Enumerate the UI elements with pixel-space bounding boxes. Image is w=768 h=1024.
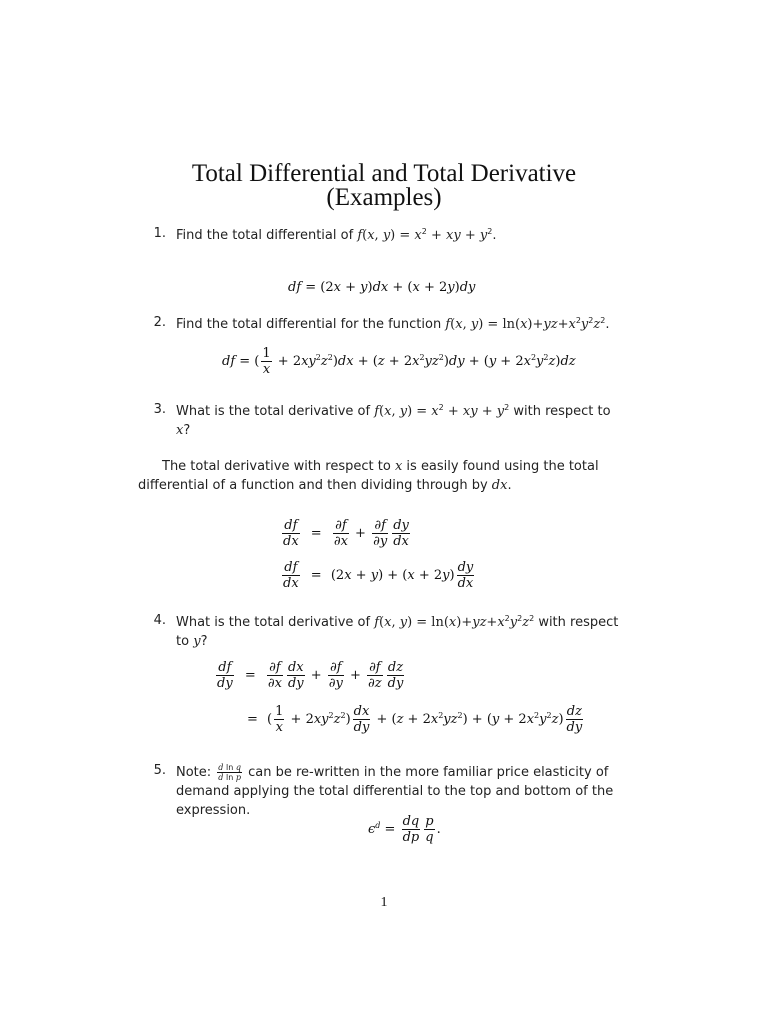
page-number: 1	[380, 895, 388, 910]
paragraph-line2: differential of a function and then dividing through by dx.	[138, 478, 512, 493]
item-4-label: What is the total derivative of	[176, 615, 371, 630]
item-1-text: Find the total differential of f(x, $y) = x^2$ + xy + $y^2$.	[176, 227, 497, 243]
item-5-text: Note: $\frac{\text{d ln q}}{\text{d ln p}}$ can be re-written in the more familiar price elasticity of	[176, 763, 609, 782]
item-number: 1.	[153, 226, 166, 241]
item-number: 5.	[153, 763, 166, 778]
item-5-text-line3: expression.	[176, 803, 251, 818]
item-4-label-line2: to	[176, 634, 190, 649]
item-3-label-after: with respect to	[513, 404, 611, 419]
item-number: 3.	[153, 402, 166, 417]
item-4-text-line2: to y?	[176, 634, 208, 649]
item-3-text: What is the total derivative of f(x, $y) = x^2$ + xy + $y^2$ with respect to	[176, 403, 611, 419]
paragraph-line1: The total derivative with respect to x is easily found using the total	[162, 459, 599, 474]
item-4-text: What is the total derivative of f(x, $y) = \ln(x)+yz+x^2y^2z^2$ with respect	[176, 614, 619, 630]
item-3-label: What is the total derivative of	[176, 404, 371, 419]
item-5-note: Note:	[176, 765, 212, 780]
page-subtitle: (Examples)	[326, 184, 442, 211]
equation-4a: $\frac{df}{dy}$ = $\frac{\partial f}{\partial x}$ $\frac{dx}{dy}$ + $\frac{\partial f}{\partial y}$ + $\frac{\partial f}{\partial z}$ $\frac{dz}{dy}$	[217, 660, 404, 691]
item-number: 4.	[153, 613, 166, 628]
equation-1: df = (2x + y)dx + (x + 2y)dy	[288, 280, 476, 295]
item-1-label: Find the total differential of	[176, 228, 354, 243]
equation-3a: $\frac{df}{dx}$ = $\frac{\partial f}{\partial x}$ + $\frac{\partial f}{\partial y}$ $\frac{dy}{dx}$	[283, 518, 409, 549]
paragraph-text: The total derivative with respect to	[162, 459, 391, 474]
paragraph-text: is easily found using the total	[406, 459, 599, 474]
item-4-label-after: with respect	[538, 615, 619, 630]
equation-4b: = ( $\frac{1}{x}$ + $2xy^2z^2$) $\frac{dx}{dy}$ + $(z + 2x^2yz^2) + (y + 2x^2y^2z)$ $\frac{dz}{dy}$	[247, 704, 583, 735]
item-2-label: Find the total differential for the function	[176, 317, 442, 332]
item-5-text-line2: demand applying the total differential to the top and bottom of the	[176, 784, 614, 799]
equation-2: df = ( $\frac{1}{x}$ + $2xy^2z^2)dx + (z + 2x^2yz^2)dy + (y + 2x^2y^2z)dz$	[222, 346, 576, 377]
equation-5: $\epsilon^d$ = $\frac{dq}{dp}$ $\frac{p}{q}$ .	[368, 814, 441, 845]
paragraph-text: differential of a function and then dividing through by	[138, 478, 488, 493]
item-5-label-after: can be re-written in the more familiar price elasticity of	[248, 765, 609, 780]
item-number: 2.	[153, 315, 166, 330]
item-2-text: Find the total differential for the function f(x, $y) = \ln(x)+yz+x^2y^2z^2$.	[176, 316, 610, 332]
equation-3b: $\frac{df}{dx}$ = (2x + y) + (x + 2y) $\frac{dy}{dx}$	[283, 560, 474, 591]
page-title: Total Differential and Total Derivative	[191, 160, 577, 187]
item-3-text-line2: x?	[176, 423, 191, 438]
